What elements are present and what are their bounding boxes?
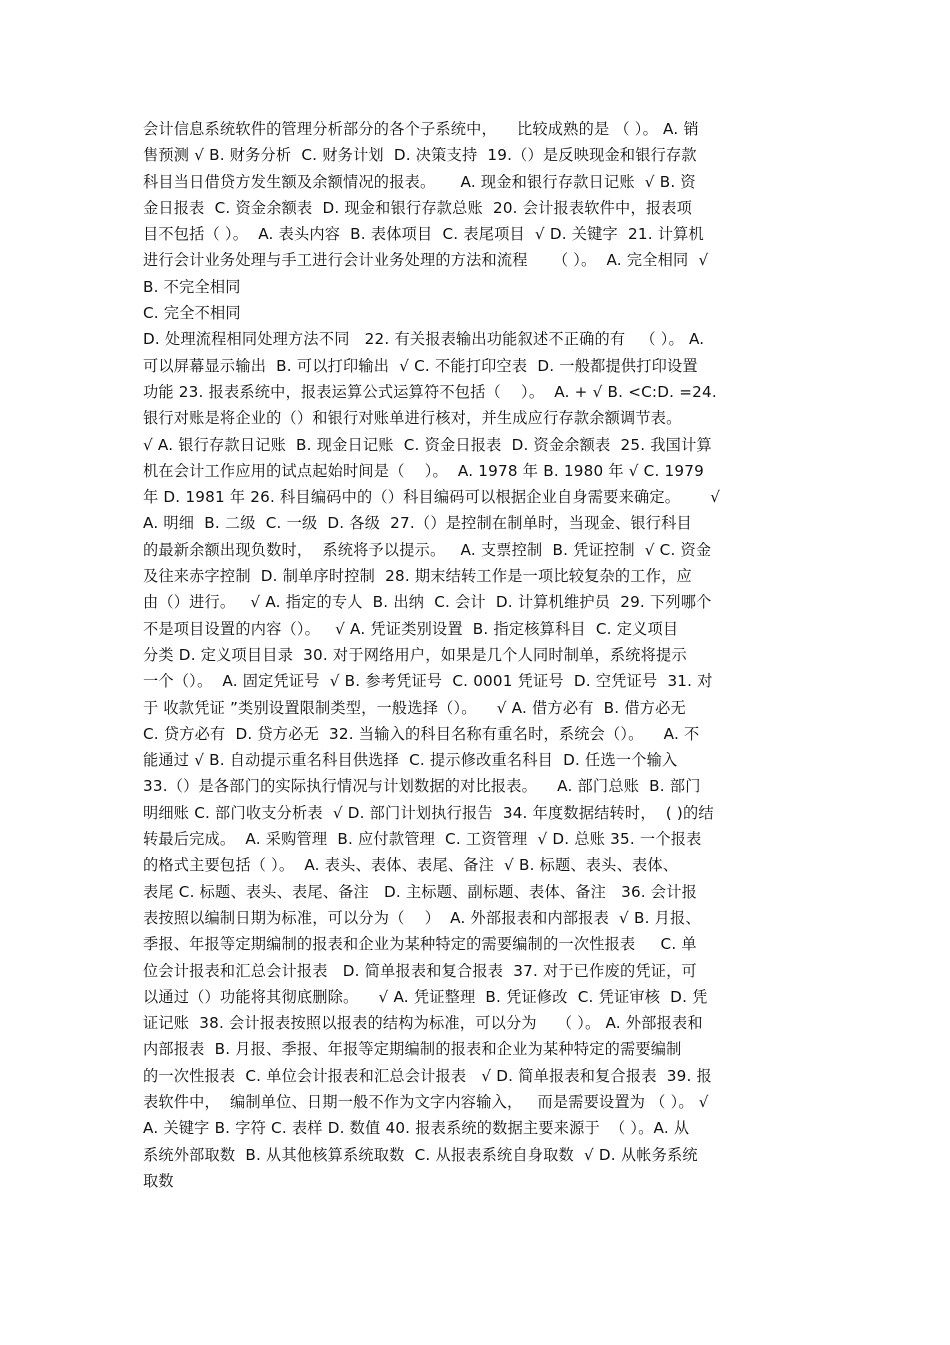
text-line: 证记账 38. 会计报表按照以报表的结构为标准，可以分为 （ ）。 A. 外部报表和 [143, 1014, 703, 1033]
text-line: 表软件中， 编制单位、日期一般不作为文字内容输入， 而是需要设置为 （ ）。 √ [143, 1092, 709, 1111]
text-line: 季报、年报等定期编制的报表和企业为某种特定的需要编制的一次性报表 C. 单 [143, 935, 697, 954]
text-line: 取数 [143, 1171, 174, 1190]
text-line: C. 完全不相同 [143, 304, 241, 323]
text-line: 机在会计工作应用的试点起始时间是（ ）。 A. 1978 年 B. 1980 年 √ C. 1979 [143, 461, 704, 480]
text-line: 表按照以编制日期为标准，可以分为（ ） A. 外部报表和内部报表 √ B. 月报、 [143, 908, 701, 927]
text-line: 的一次性报表 C. 单位会计报表和汇总会计报表 √ D. 简单报表和复合报表 39. 报 [143, 1066, 712, 1085]
text-line: 转最后完成。 A. 采购管理 B. 应付款管理 C. 工资管理 √ D. 总账 35. 一个报表 [143, 830, 702, 849]
text-line: 科目当日借贷方发生额及余额情况的报表。 A. 现金和银行存款日记账 √ B. 资 [143, 172, 696, 191]
text-line: C. 贷方必有 D. 贷方必无 32. 当输入的科目名称有重名时，系统会（）。 A. 不 [143, 724, 700, 743]
text-line: 可以屏幕显示输出 B. 可以打印输出 √ C. 不能打印空表 D. 一般都提供打印设置 [143, 356, 698, 375]
text-line: 明细账 C. 部门收支分析表 √ D. 部门计划执行报告 34. 年度数据结转时， ( )的结 [143, 803, 714, 822]
text-line: 功能 23. 报表系统中，报表运算公式运算符不包括（ ）。 A. + √ B. <C:D. =24. [143, 382, 717, 401]
text-line: B. 不完全相同 [143, 277, 241, 296]
text-line: 银行对账是将企业的（）和银行对账单进行核对，并生成应行存款余额调节表。 [143, 409, 682, 428]
text-line: 年 D. 1981 年 26. 科目编码中的（）科目编码可以根据企业自身需要来确定。 √ [143, 488, 721, 507]
text-line: 内部报表 B. 月报、季报、年报等定期编制的报表和企业为某种特定的需要编制 [143, 1040, 682, 1059]
text-line: 表尾 C. 标题、表头、表尾、备注 D. 主标题、副标题、表体、备注 36. 会计报 [143, 882, 698, 901]
text-line: 金日报表 C. 资金余额表 D. 现金和银行存款总账 20. 会计报表软件中，报表项 [143, 198, 692, 217]
text-line: 33.（）是各部门的实际执行情况与计划数据的对比报表。 A. 部门总账 B. 部门 [143, 777, 701, 796]
text-line: 一个（）。 A. 固定凭证号 √ B. 参考凭证号 C. 0001 凭证号 D. 空凭证号 31. 对 [143, 672, 713, 691]
text-line: 分类 D. 定义项目目录 30. 对于网络用户，如果是几个人同时制单，系统将提示 [143, 645, 687, 664]
text-line: 目不包括（ ）。 A. 表头内容 B. 表体项目 C. 表尾项目 √ D. 关键字 21. 计算机 [143, 225, 704, 244]
text-line: A. 明细 B. 二级 C. 一级 D. 各级 27.（）是控制在制单时，当现金、银行科目 [143, 514, 692, 533]
text-line: 进行会计业务处理与手工进行会计业务处理的方法和流程 （ ）。 A. 完全相同 √ [143, 251, 709, 270]
text-line: 的格式主要包括（ ）。 A. 表头、表体、表尾、备注 √ B. 标题、表头、表体、 [143, 856, 679, 875]
text-line: 的最新余额出现负数时， 系统将予以提示。 A. 支票控制 B. 凭证控制 √ C. 资金 [143, 540, 712, 559]
text-line: 以通过（）功能将其彻底删除。 √ A. 凭证整理 B. 凭证修改 C. 凭证审核 D. 凭 [143, 987, 708, 1006]
text-line: √ A. 银行存款日记账 B. 现金日记账 C. 资金日报表 D. 资金余额表 25. 我国计算 [143, 435, 712, 454]
text-line: 不是项目设置的内容（）。 √ A. 凭证类别设置 B. 指定核算科目 C. 定义项目 [143, 619, 679, 638]
text-line: 位会计报表和汇总会计报表 D. 简单报表和复合报表 37. 对于已作废的凭证，可 [143, 961, 697, 980]
text-line: 及往来赤字控制 D. 制单序时控制 28. 期末结转工作是一项比较复杂的工作，应 [143, 567, 692, 586]
text-line: 能通过 √ B. 自动提示重名科目供选择 C. 提示修改重名科目 D. 任选一个输入 [143, 751, 678, 770]
exam-text-block [143, 116, 823, 1194]
text-line: A. 关键字 B. 字符 C. 表样 D. 数值 40. 报表系统的数据主要来源于 （ ）。A. 从 [143, 1119, 690, 1138]
text-line: 会计信息系统软件的管理分析部分的各个子系统中， 比较成熟的是 （ ）。 A. 销 [143, 120, 699, 138]
text-line: D. 处理流程相同处理方法不同 22. 有关报表输出功能叙述不正确的有 （ ）。 A. [143, 330, 705, 349]
text-line: 售预测 √ B. 财务分析 C. 财务计划 D. 决策支持 19.（）是反映现金和银行存款 [143, 146, 697, 165]
text-line: 于 收款凭证 ”类别设置限制类型，一般选择（）。 √ A. 借方必有 B. 借方必无 [143, 698, 686, 717]
text-line: 由（）进行。 √ A. 指定的专人 B. 出纳 C. 会计 D. 计算机维护员 29. 下列哪个 [143, 593, 712, 612]
text-line: 系统外部取数 B. 从其他核算系统取数 C. 从报表系统自身取数 √ D. 从帐务系统 [143, 1145, 698, 1164]
